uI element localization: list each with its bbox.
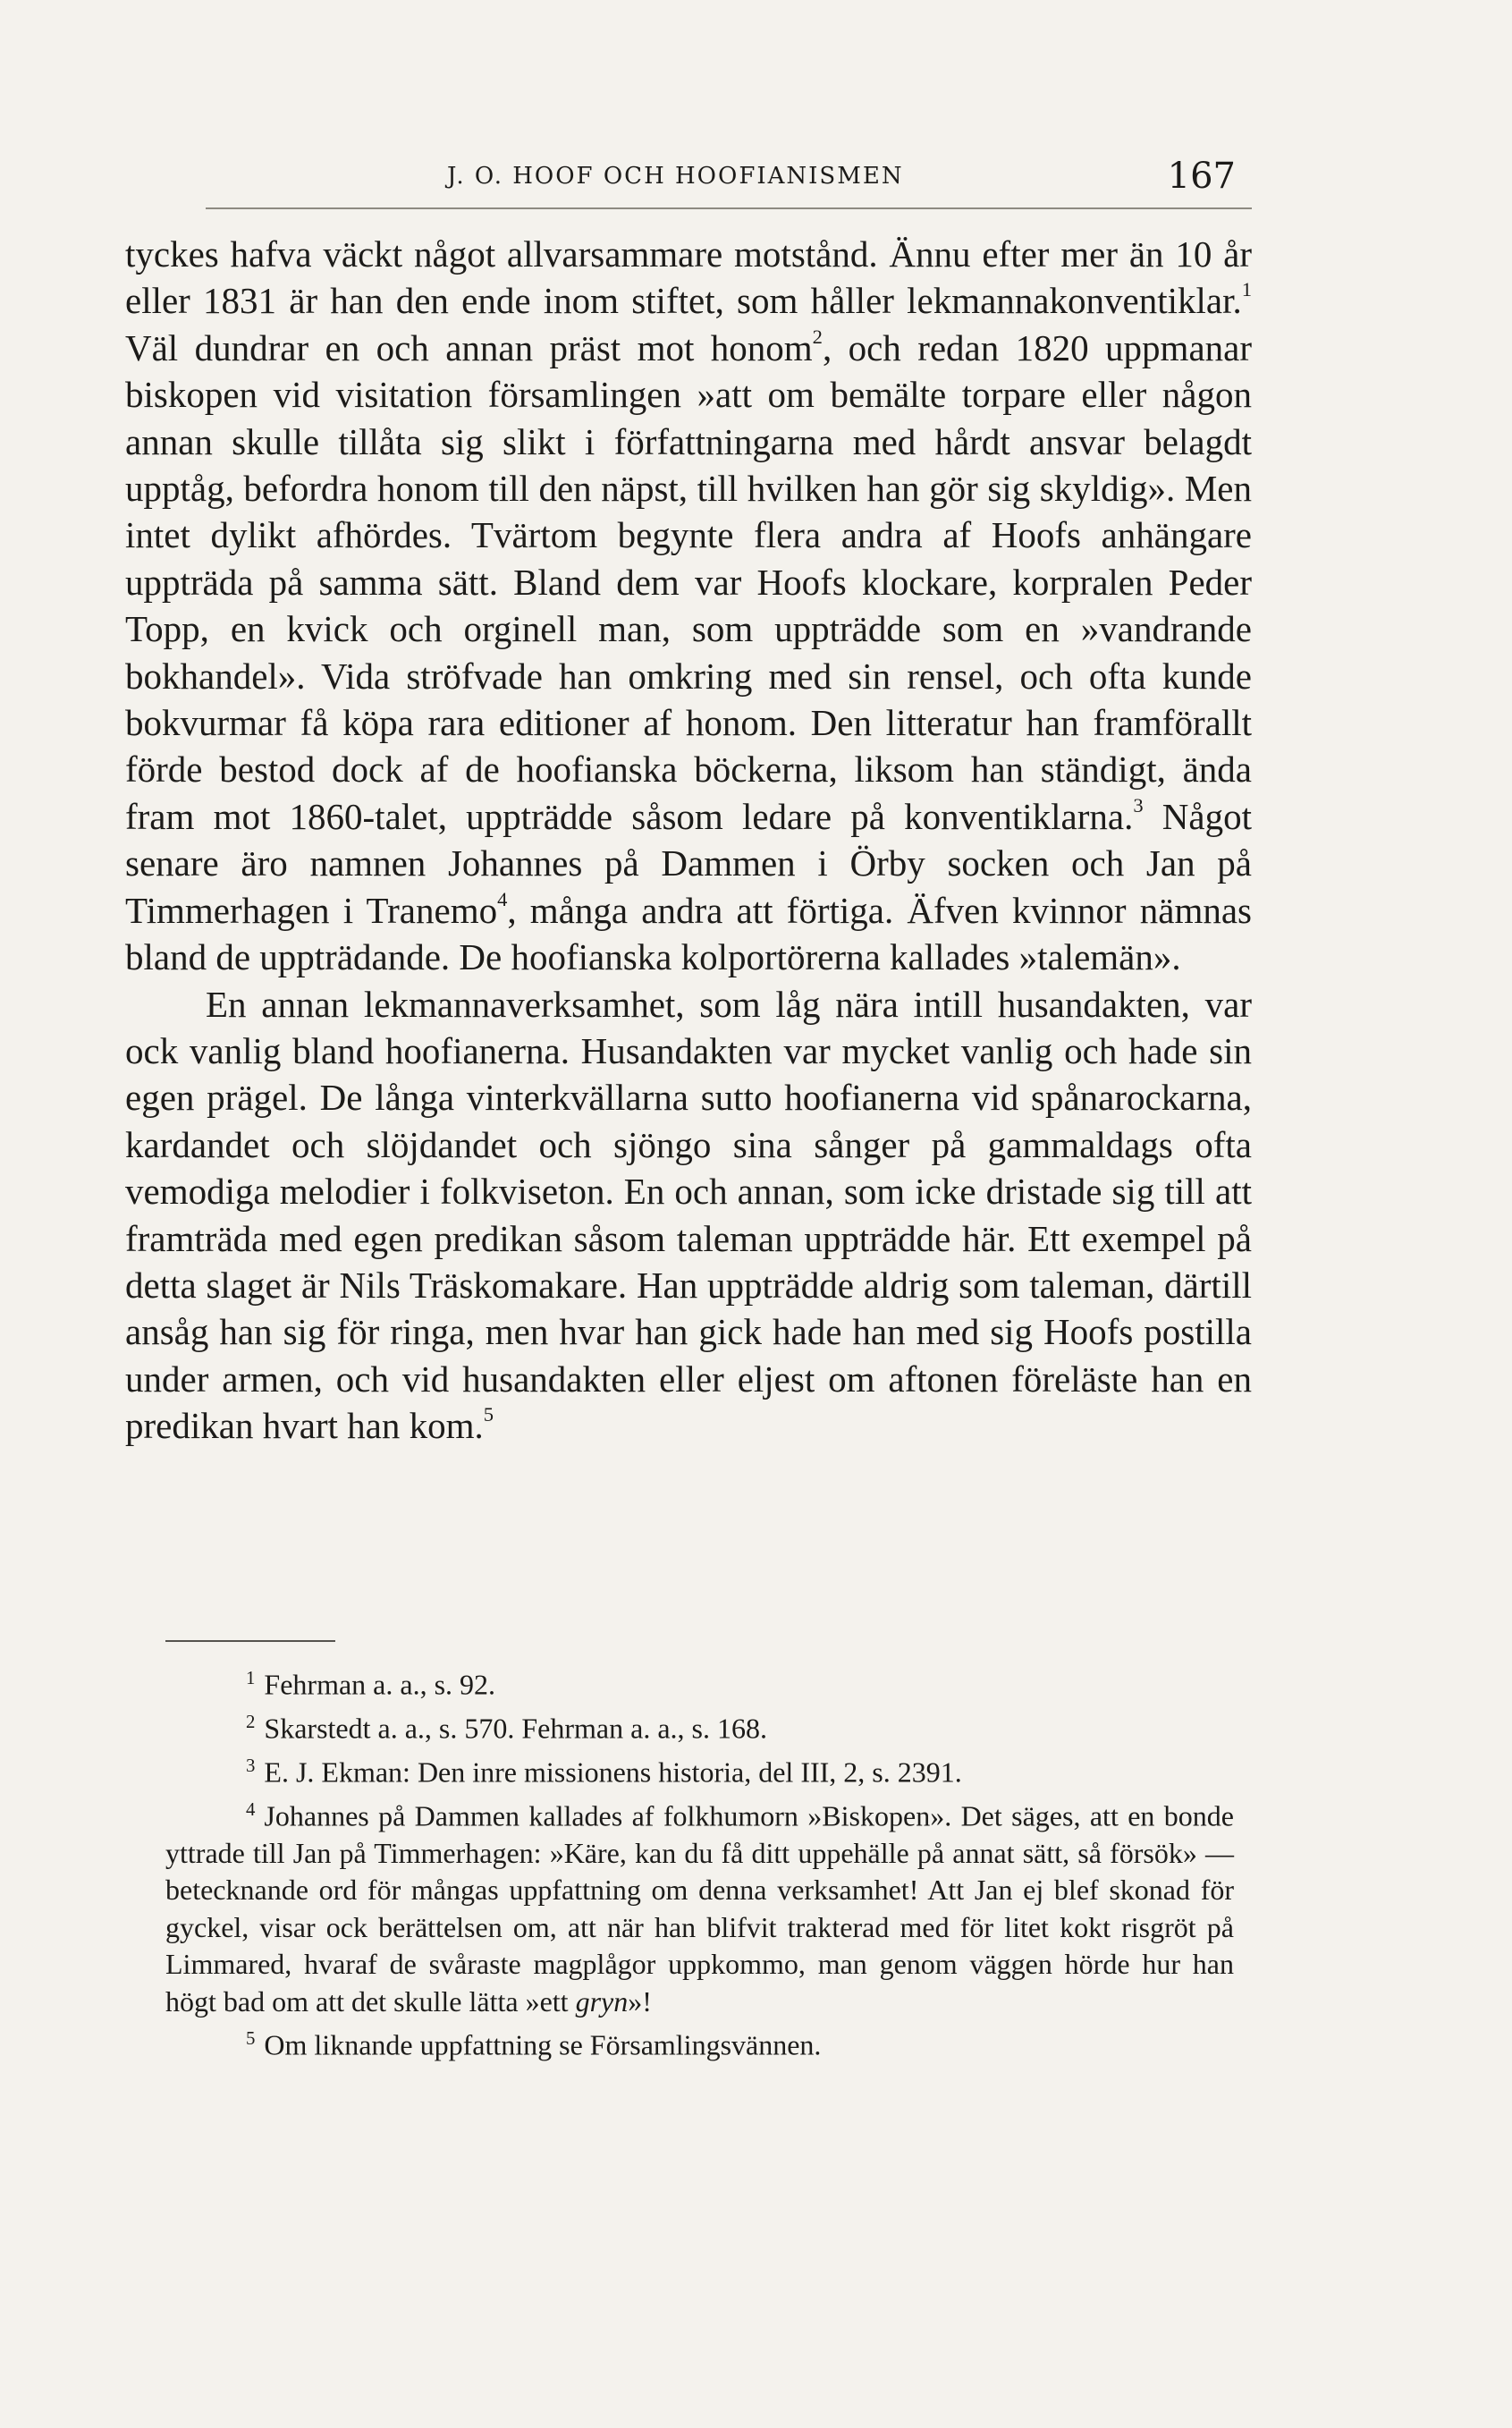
- footnote-2-number: 2: [246, 1711, 256, 1732]
- paragraph-2-text: En annan lekmannaverksamhet, som låg nära intill husandakten, var ock vanlig bland hoofianerna. Husandakten var mycket vanlig och hade sin egen prägel. De långa vinterkvällarna sutto hoofianerna vid spånarockarna, kardandet och slöjdandet och sjöngo sina sånger på gammaldags ofta vemodiga melodier i folkviseton. En och annan, som icke dristade sig till att framträda med egen predikan såsom taleman uppträdde här. Ett exempel på detta slaget är Nils Träskomakare. Han uppträdde aldrig som taleman, därtill ansåg han sig för ringa, men hvar han gick hade han med sig Hoofs postilla under armen, och vid husandakten eller eljest om aftonen föreläste han en predikan hvart han kom.: [125, 983, 1252, 1447]
- paragraph-2: [125, 981, 1252, 1450]
- footnote-1: [165, 1660, 1234, 1704]
- footnote-ref-4: 4: [497, 887, 508, 910]
- footnote-5: [165, 2020, 1234, 2064]
- running-title: J. O. HOOF OCH HOOFIANISMEN: [447, 163, 904, 190]
- footnotes-rule: [165, 1640, 335, 1642]
- paragraph-1-part-e: , många andra att förtiga. Äfven kvinnor nämnas bland de uppträdande. De hoofianska kolportörerna kallades »talemän».: [125, 889, 1252, 978]
- footnote-2-text: Skarstedt a. a., s. 570. Fehrman a. a., s. 168.: [264, 1712, 767, 1745]
- footnotes: [165, 1660, 1234, 2064]
- footnote-3-number: 3: [246, 1755, 256, 1776]
- footnote-2: [165, 1704, 1234, 1747]
- footnote-ref-1: 1: [1241, 278, 1252, 301]
- footnote-3-text: E. J. Ekman: Den inre missionens historia, del III, 2, s. 2391.: [264, 1755, 962, 1789]
- footnote-ref-3: 3: [1133, 793, 1144, 816]
- footnote-4-text-a: Johannes på Dammen kallades af folkhumorn »Biskopen». Det säges, att en bonde yttrade till Jan på Timmerhagen: »Käre, kan du få ditt uppehälle på annat sätt, så försök» — betecknande ord för mångas uppfattning om denna verksamhet! Att Jan ej blef skonad för gyckel, visar ock berättelsen om, att när han blifvit trakterad med för litet kokt risgröt på Limmared, hvaraf de svåraste magplågor uppkommo, man genom väggen hörde hur han högt bad om att det skulle lätta »ett: [165, 1799, 1234, 2018]
- footnote-5-text: Om liknande uppfattning se Församlingsvännen.: [264, 2028, 822, 2061]
- footnote-4-italic: gryn: [575, 1984, 629, 2018]
- footnote-1-number: 1: [246, 1668, 256, 1688]
- paragraph-1: [125, 231, 1252, 981]
- footnote-1-text: Fehrman a. a., s. 92.: [264, 1668, 496, 1701]
- page-number: 167: [1167, 156, 1236, 197]
- footnote-ref-2: 2: [812, 325, 823, 348]
- footnote-4: [165, 1791, 1234, 2020]
- header-rule: [206, 207, 1252, 209]
- page-header: [206, 156, 1252, 206]
- footnote-ref-5: 5: [483, 1403, 494, 1425]
- footnote-5-number: 5: [246, 2028, 256, 2050]
- paragraph-1-part-a: tyckes hafva väckt något allvarsammare motstånd. Ännu efter mer än 10 år eller 1831 är han den ende inom stiftet, som håller lekmannakonventiklar.: [125, 233, 1252, 322]
- body-text: [125, 231, 1252, 1450]
- footnote-4-text-b: »!: [628, 1984, 652, 2018]
- footnote-3: [165, 1747, 1234, 1791]
- footnote-4-number: 4: [246, 1798, 256, 1820]
- paragraph-1-part-d: Något senare äro namnen Johannes på Dammen i Örby socken och Jan på Timmerhagen i Tranemo: [125, 795, 1252, 931]
- paragraph-1-part-b: Väl dundrar en och annan präst mot honom: [125, 326, 813, 368]
- paragraph-1-part-c: , och redan 1820 uppmanar biskopen vid visitation församlingen »att om bemälte torpare eller någon annan skulle tillåta sig slikt i författningarna med hårdt ansvar belagdt upptåg, befordra honom till den näpst, till hvilken han gör sig skyldig». Men intet dylikt afhördes. Tvärtom begynte flera andra af Hoofs anhängare uppträda på samma sätt. Bland dem var Hoofs klockare, korpralen Peder Topp, en kvick och orginell man, som uppträdde som en »vandrande bokhandel». Vida ströfvade han omkring med sin rensel, och ofta kunde bokvurmar få köpa rara editioner af honom. Den litteratur han framförallt förde bestod dock af de hoofianska böckerna, liksom han ständigt, ända fram mot 1860-talet, uppträdde såsom ledare på konventiklarna.: [125, 326, 1252, 837]
